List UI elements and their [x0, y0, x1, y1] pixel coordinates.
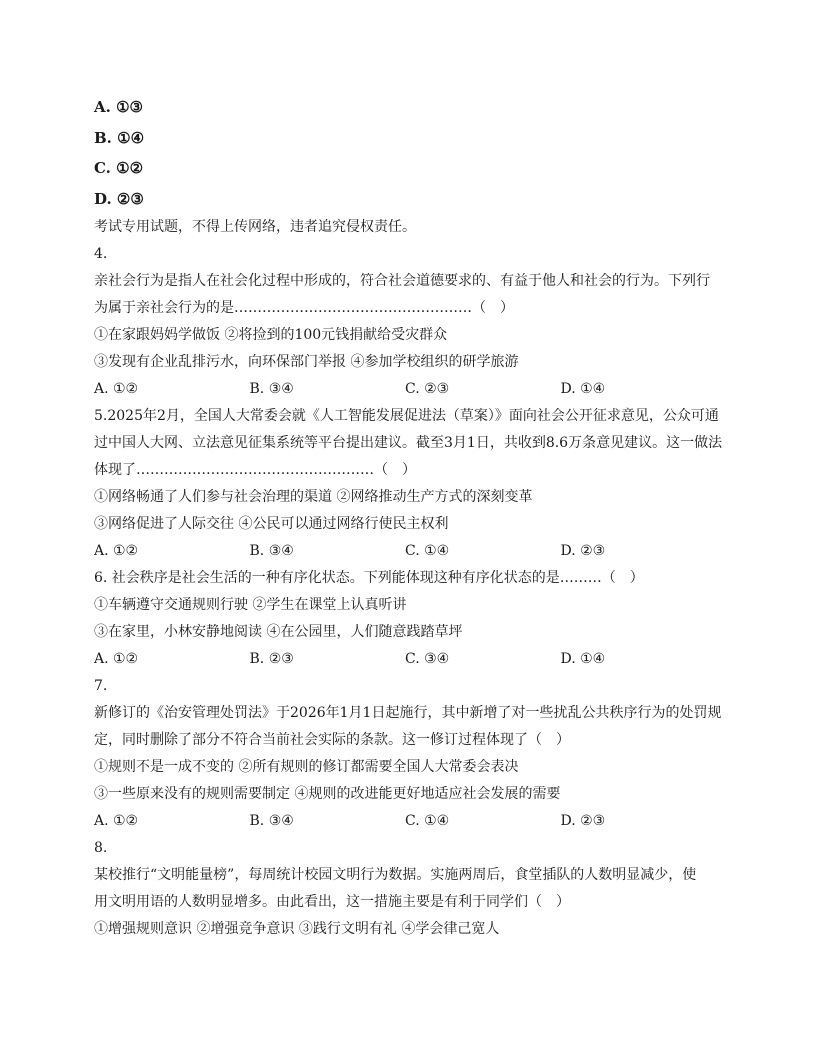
q7-stem-line: 新修订的《治安管理处罚法》于2026年1月1日起施行，其中新增了对一些扰乱公共秩序行为的处罚规: [94, 705, 722, 721]
q7-choice-d[interactable]: D. ②③: [560, 813, 606, 829]
q5-stem-line: 过中国人大网、立法意见征集系统等平台提出建议。截至3月1日，共收到8.6万条意见建议。这一做法: [94, 435, 723, 451]
q8-stem-line: 某校推行“文明能量榜”，每周统计校园文明行为数据。实施两周后，食堂插队的人数明显减少，使: [94, 867, 697, 883]
q5-choice-a[interactable]: A. ①②: [94, 543, 139, 559]
q6-choice-d[interactable]: D. ①④: [560, 651, 606, 667]
q7-statement: ①规则不是一成不变的 ②所有规则的修订都需要全国人大常委会表决: [94, 759, 519, 775]
q5-choices: [94, 538, 730, 565]
q4-choice-d[interactable]: D. ①④: [560, 381, 606, 397]
q8-stem-line: 用文明用语的人数明显增多。由此看出，这一措施主要是有利于同学们（ ）: [94, 894, 570, 910]
q7-choice-c[interactable]: C. ①④: [405, 813, 450, 829]
q4-choice-b[interactable]: B. ③④: [249, 381, 294, 397]
q6-statement: ③在家里，小林安静地阅读 ④在公园里，人们随意践踏草坪: [94, 624, 463, 640]
q4-choice-a[interactable]: A. ①②: [94, 381, 139, 397]
prev-option-d: D. ②③: [94, 189, 144, 208]
q7-choice-a[interactable]: A. ①②: [94, 813, 139, 829]
q5-stem-line: 体现了……………………………………………（ ）: [94, 462, 416, 478]
q4-statement: ③发现有企业乱排污水，向环保部门举报 ④参加学校组织的研学旅游: [94, 354, 519, 370]
q4-stem-line: 为属于亲社会行为的是……………………………………………（ ）: [94, 300, 514, 316]
prev-option-b: B. ①④: [94, 128, 145, 147]
question-page: [94, 92, 730, 943]
q4-choices: [94, 376, 730, 403]
q5-choice-b[interactable]: B. ③④: [249, 543, 294, 559]
q8-number: 8.: [94, 840, 108, 856]
q8-statement: ①增强规则意识 ②增强竞争意识 ③践行文明有礼 ④学会律己宽人: [94, 921, 500, 937]
q6-statement: ①车辆遵守交通规则行驶 ②学生在课堂上认真听讲: [94, 597, 407, 613]
notice-text: 考试专用试题，不得上传网络，违者追究侵权责任。: [94, 219, 416, 235]
q4-stem-line: 亲社会行为是指人在社会化过程中形成的，符合社会道德要求的、有益于他人和社会的行为。下列行: [94, 273, 710, 289]
q4-statement: ①在家跟妈妈学做饭 ②将捡到的100元钱捐献给受灾群众: [94, 327, 448, 343]
q7-statement: ③一些原来没有的规则需要制定 ④规则的改进能更好地适应社会发展的需要: [94, 786, 561, 802]
q5-statement: ③网络促进了人际交往 ④公民可以通过网络行使民主权利: [94, 516, 449, 532]
q5-stem-line: 5.2025年2月，全国人大常委会就《人工智能发展促进法（草案）》面向社会公开征求意见，公众可通: [94, 408, 719, 424]
q6-choice-a[interactable]: A. ①②: [94, 651, 139, 667]
q5-choice-c[interactable]: C. ①④: [405, 543, 450, 559]
q6-choices: [94, 646, 730, 673]
q7-number: 7.: [94, 678, 108, 694]
q7-choice-b[interactable]: B. ③④: [249, 813, 294, 829]
q7-choices: [94, 808, 730, 835]
q4-number: 4.: [94, 246, 108, 262]
q6-choice-c[interactable]: C. ③④: [405, 651, 450, 667]
q5-statement: ①网络畅通了人们参与社会治理的渠道 ②网络推动生产方式的深刻变革: [94, 489, 533, 505]
q6-stem-line: 6. 社会秩序是社会生活的一种有序化状态。下列能体现这种有序化状态的是………（ ）: [94, 570, 644, 586]
q7-stem-line: 定，同时删除了部分不符合当前社会实际的条款。这一修订过程体现了（ ）: [94, 732, 570, 748]
q6-choice-b[interactable]: B. ②③: [249, 651, 294, 667]
q4-choice-c[interactable]: C. ②③: [405, 381, 450, 397]
prev-option-c: C. ①②: [94, 159, 144, 177]
q5-choice-d[interactable]: D. ②③: [560, 543, 606, 559]
prev-option-a: A. ①③: [94, 98, 143, 116]
